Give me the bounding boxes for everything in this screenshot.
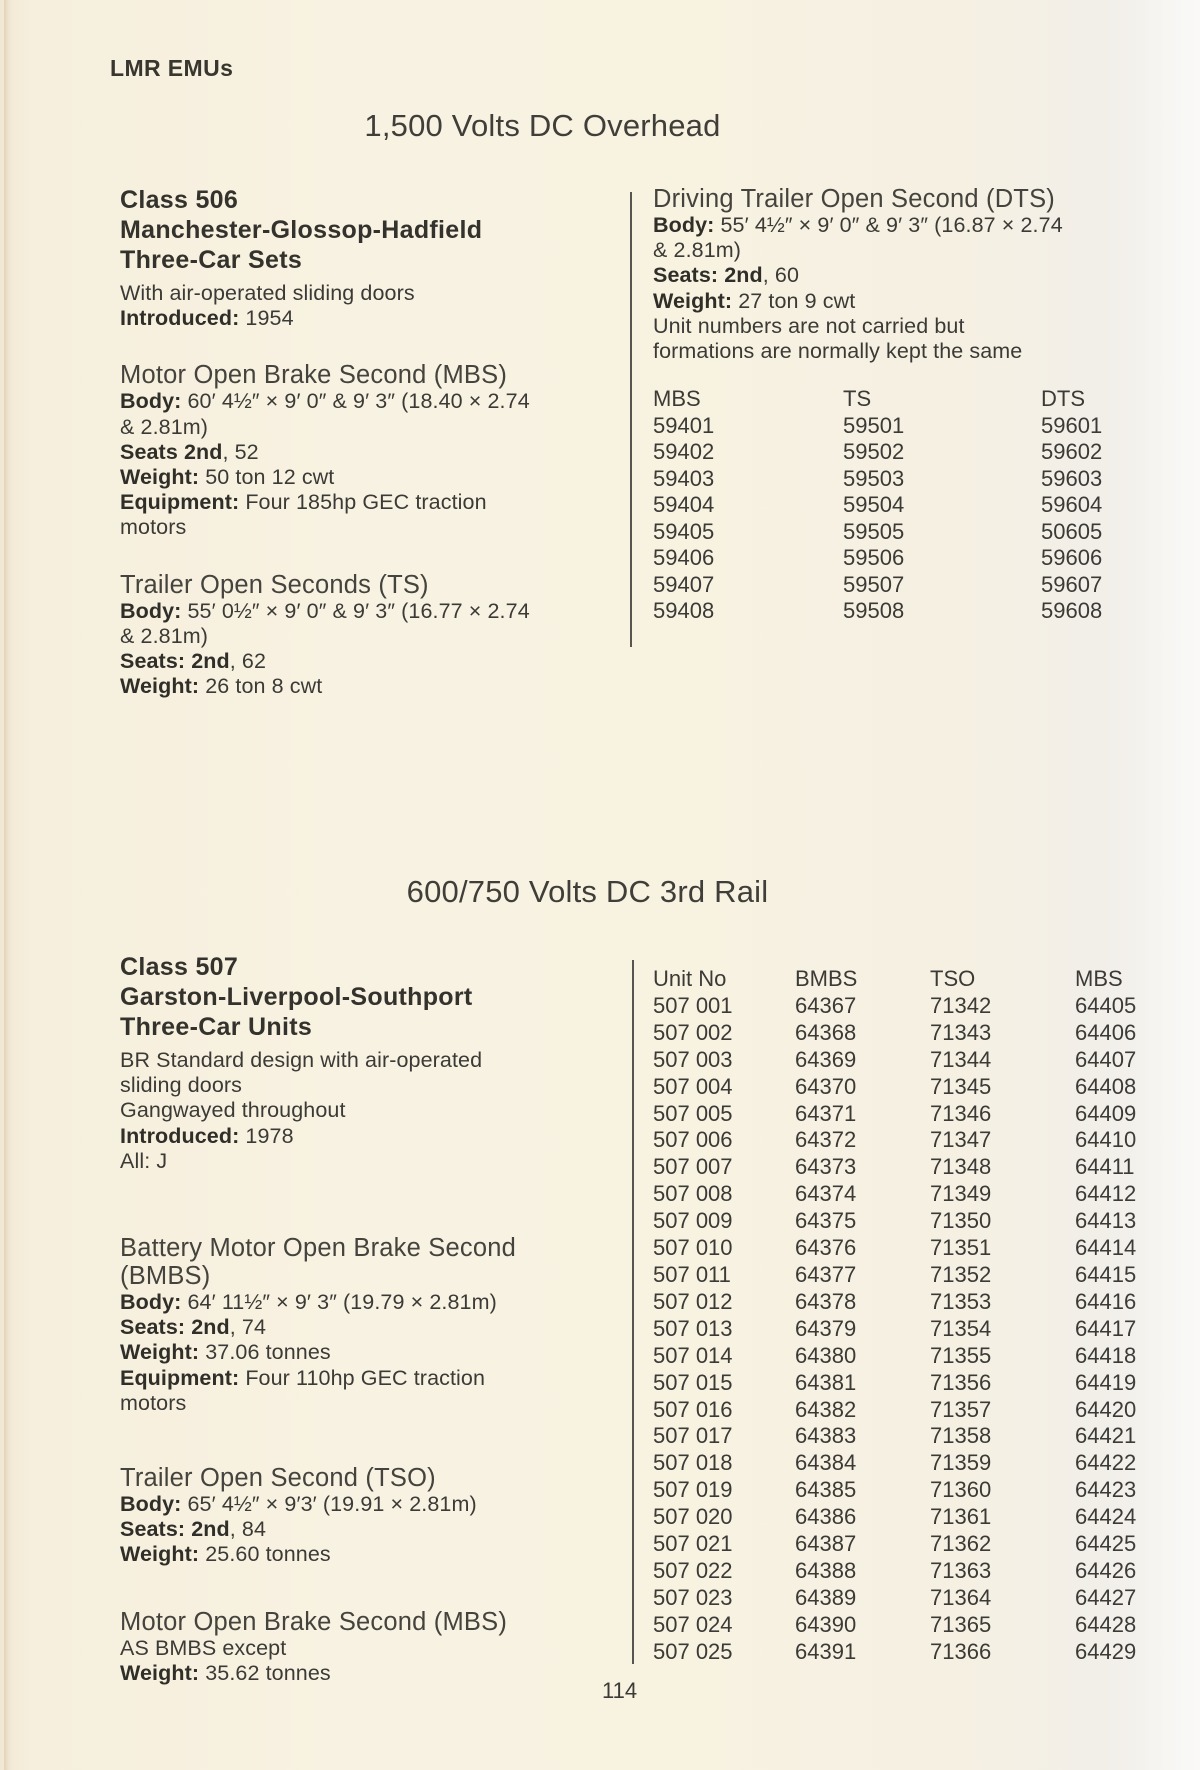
text-line (120, 649, 555, 674)
text-line (120, 1517, 560, 1542)
column-divider (630, 192, 632, 647)
table-cell: 507 023 (653, 1584, 733, 1610)
table-cell: 71348 (930, 1154, 992, 1180)
text-line (120, 1636, 560, 1661)
spec-block (120, 361, 555, 540)
section-title-third-rail: 600/750 Volts DC 3rd Rail (406, 874, 769, 909)
field-text: & 2.81m) (120, 414, 209, 439)
class-title-line: Three-Car Units (120, 1013, 313, 1041)
field-text: Gangwayed throughout (120, 1098, 346, 1123)
spec-block (120, 1608, 560, 1686)
spec-block-heading: (BMBS) (120, 1262, 211, 1291)
text-line (653, 314, 1125, 339)
field-text: formations are normally kept the same (653, 339, 1023, 364)
table-cell: 64380 (795, 1342, 857, 1368)
table-cell: 507 025 (653, 1638, 733, 1664)
table-cell: 507 014 (653, 1342, 733, 1368)
class-507-column (120, 952, 560, 1686)
table-cell: 64391 (795, 1638, 857, 1664)
table-cell: 71363 (930, 1557, 992, 1583)
field-text: motors (120, 1390, 187, 1415)
table-cell: 64407 (1075, 1046, 1137, 1072)
table-cell: 64425 (1075, 1531, 1137, 1557)
table-header-cell: DTS (1041, 386, 1085, 412)
field-label: Weight: (120, 1660, 200, 1685)
table-cell: 71349 (930, 1181, 992, 1207)
table-cell: 64381 (795, 1369, 857, 1395)
text-line (653, 263, 1125, 288)
table-header-cell: TS (843, 386, 872, 412)
text-line (653, 289, 1125, 314)
table-cell: 507 016 (653, 1396, 733, 1422)
table-cell: 64387 (795, 1531, 857, 1557)
text-line (120, 1366, 560, 1391)
table-cell: 64421 (1075, 1423, 1137, 1449)
table-cell: 64368 (795, 1019, 857, 1045)
table-cell: 71342 (930, 992, 992, 1018)
text-line (120, 624, 555, 649)
class-title-line: Three-Car Sets (120, 246, 303, 274)
field-text: & 2.81m) (653, 238, 742, 263)
dts-spec-block (653, 185, 1125, 364)
table-cell: 64417 (1075, 1315, 1137, 1341)
field-label: Weight: (120, 674, 200, 699)
field-label: Weight: (653, 288, 733, 313)
field-text: Four 110hp GEC traction (239, 1365, 486, 1390)
table-cell: 64424 (1075, 1504, 1137, 1530)
table-cell: 71366 (930, 1638, 992, 1664)
table-cell: 507 012 (653, 1288, 733, 1314)
field-text: Unit numbers are not carried but (653, 313, 965, 338)
field-text: , 74 (229, 1315, 266, 1340)
table-cell: 64371 (795, 1100, 857, 1126)
field-label: Seats: 2nd (120, 649, 230, 674)
table-cell: 507 005 (653, 1100, 733, 1126)
field-text: Four 185hp GEC traction (239, 490, 487, 515)
text-line (120, 415, 555, 440)
text-line (120, 515, 555, 540)
table-cell: 59606 (1041, 545, 1103, 571)
table-cell: 59505 (843, 518, 905, 544)
field-label: Introduced: (120, 1123, 240, 1148)
page-number: 114 (602, 1678, 638, 1703)
table-cell: 64420 (1075, 1396, 1137, 1422)
spec-block-heading: Motor Open Brake Second (MBS) (120, 1607, 508, 1636)
table-cell: 64406 (1075, 1019, 1137, 1045)
text-line (120, 1315, 560, 1340)
table-cell: 507 024 (653, 1611, 733, 1637)
table-cell: 71364 (930, 1584, 992, 1610)
table-cell: 71361 (930, 1504, 992, 1530)
table-cell: 507 013 (653, 1315, 733, 1341)
class-title-line: Class 506 (120, 186, 239, 214)
table-cell: 64415 (1075, 1261, 1137, 1287)
field-text: AS BMBS except (120, 1635, 287, 1660)
table-cell: 71350 (930, 1208, 992, 1234)
field-label: Body: (120, 1492, 182, 1517)
field-label: Seats: 2nd (120, 1517, 230, 1542)
table-cell: 64418 (1075, 1342, 1137, 1368)
table-cell: 64428 (1075, 1611, 1137, 1637)
text-line (120, 1290, 560, 1315)
table-cell: 71356 (930, 1369, 992, 1395)
table-cell: 71360 (930, 1477, 992, 1503)
table-cell: 64423 (1075, 1477, 1137, 1503)
table-cell: 507 006 (653, 1127, 733, 1153)
table-cell: 59506 (843, 545, 905, 571)
table-cell: 64426 (1075, 1557, 1137, 1583)
table-cell: 64376 (795, 1235, 857, 1261)
field-text: 50 ton 12 cwt (199, 465, 335, 490)
field-text: sliding doors (120, 1073, 243, 1098)
field-text: BR Standard design with air-operated (120, 1048, 483, 1072)
table-cell: 71351 (930, 1235, 992, 1261)
field-text: 35.62 tonnes (199, 1660, 331, 1685)
table-cell: 507 018 (653, 1450, 733, 1476)
field-label: Equipment: (120, 490, 240, 515)
table-cell: 50605 (1041, 518, 1103, 544)
class-title-line: Class 507 (120, 953, 239, 981)
field-label: Body: (120, 1290, 182, 1315)
page-kicker: LMR EMUs (110, 55, 234, 81)
table-cell: 71353 (930, 1288, 992, 1314)
table-cell: 59402 (653, 439, 715, 465)
table-cell: 507 020 (653, 1504, 733, 1530)
table-cell: 64409 (1075, 1100, 1137, 1126)
class-507-unit-table (653, 966, 1155, 1666)
table-cell: 507 019 (653, 1477, 733, 1503)
table-cell: 507 011 (653, 1261, 731, 1287)
table-cell: 59405 (653, 518, 715, 544)
field-text: 26 ton 8 cwt (199, 674, 323, 699)
field-text: 1978 (239, 1123, 294, 1148)
text-line (120, 1048, 560, 1073)
table-cell: 59602 (1041, 439, 1103, 465)
text-line (120, 599, 555, 624)
field-label: Body: (120, 389, 182, 414)
table-cell: 507 021 (653, 1531, 733, 1557)
field-text: All: J (120, 1148, 168, 1173)
table-cell: 64412 (1075, 1181, 1137, 1207)
table-cell: 507 008 (653, 1181, 733, 1207)
table-header-cell: TSO (930, 966, 976, 991)
class-507-heading (120, 952, 560, 1042)
field-text: 64′ 11½″ × 9′ 3″ (19.79 × 2.81m) (181, 1290, 497, 1315)
spec-block (120, 1464, 560, 1568)
table-cell: 59406 (653, 545, 715, 571)
table-cell: 64373 (795, 1154, 857, 1180)
section-title-overhead: 1,500 Volts DC Overhead (364, 108, 721, 143)
table-cell: 64383 (795, 1423, 857, 1449)
class-507-notes (120, 1048, 560, 1174)
table-cell: 59404 (653, 492, 715, 518)
table-cell: 507 003 (653, 1046, 733, 1072)
table-cell: 71362 (930, 1531, 992, 1557)
column-divider (632, 960, 634, 1664)
field-label: Equipment: (120, 1365, 240, 1390)
text-line (120, 674, 555, 699)
class-506-column (120, 185, 555, 699)
text-line (120, 1340, 560, 1365)
table-cell: 64388 (795, 1557, 857, 1583)
field-text: , 62 (229, 649, 266, 674)
table-cell: 64408 (1075, 1073, 1137, 1099)
field-label: Body: (120, 598, 182, 623)
table-cell: 64405 (1075, 992, 1137, 1018)
field-text: With air-operated sliding doors (120, 281, 415, 305)
field-label: Body: (653, 213, 715, 237)
field-text: & 2.81m) (120, 623, 209, 648)
table-cell: 64422 (1075, 1450, 1137, 1476)
table-header-cell: MBS (653, 386, 701, 412)
table-cell: 64369 (795, 1046, 857, 1072)
table-cell: 59603 (1041, 465, 1103, 491)
table-cell: 64374 (795, 1181, 857, 1207)
text-line (120, 440, 555, 465)
table-cell: 59508 (843, 598, 905, 624)
table-cell: 507 004 (653, 1073, 733, 1099)
text-line (653, 339, 1125, 364)
table-header-cell: BMBS (795, 966, 858, 991)
class-title-line: Manchester-Glossop-Hadfield (120, 216, 483, 244)
spec-block-heading: Trailer Open Second (TSO) (120, 1464, 436, 1493)
text-line (120, 1124, 560, 1149)
field-text: 55′ 4½″ × 9′ 0″ & 9′ 3″ (16.87 × 2.74 (714, 213, 1063, 237)
table-cell: 64378 (795, 1288, 857, 1314)
field-label: Introduced: (120, 306, 240, 331)
table-cell: 59501 (843, 412, 905, 438)
table-cell: 71359 (930, 1450, 992, 1476)
text-line (120, 1661, 560, 1686)
field-text: 27 ton 9 cwt (732, 288, 856, 313)
table-cell: 59608 (1041, 598, 1103, 624)
table-cell: 64390 (795, 1611, 857, 1637)
spec-block-heading: Trailer Open Seconds (TS) (120, 570, 429, 599)
table-cell: 64419 (1075, 1369, 1137, 1395)
table-cell: 59504 (843, 492, 905, 518)
field-text: , 60 (762, 263, 799, 288)
table-cell: 64377 (795, 1261, 857, 1287)
table-cell: 64410 (1075, 1127, 1137, 1153)
text-line (120, 389, 555, 414)
table-cell: 64367 (795, 992, 857, 1018)
table-cell: 71365 (930, 1611, 992, 1637)
table-cell: 59502 (843, 439, 905, 465)
table-cell: 507 017 (653, 1423, 733, 1449)
field-label: Seats: 2nd (653, 263, 763, 288)
table-cell: 64429 (1075, 1638, 1137, 1664)
table-cell: 64372 (795, 1127, 857, 1153)
table-cell: 59503 (843, 465, 905, 491)
table-cell: 71354 (930, 1315, 992, 1341)
table-cell: 64375 (795, 1208, 857, 1234)
text-line (120, 490, 555, 515)
table-cell: 64414 (1075, 1235, 1137, 1261)
class-506-spec-blocks (120, 361, 555, 699)
table-cell: 64413 (1075, 1208, 1137, 1234)
class-506-notes (120, 281, 555, 331)
spec-block (653, 185, 1125, 364)
field-label: Weight: (120, 465, 200, 490)
table-cell: 507 007 (653, 1154, 733, 1180)
text-line (120, 465, 555, 490)
table-header-cell: MBS (1075, 966, 1123, 991)
class-507-right-column (653, 966, 1155, 1666)
field-label: Weight: (120, 1340, 200, 1365)
table-cell: 64427 (1075, 1584, 1137, 1610)
table-cell: 59604 (1041, 492, 1103, 518)
text-line (120, 1073, 560, 1098)
class-506-number-table (653, 386, 1125, 625)
table-cell: 71345 (930, 1073, 992, 1099)
text-line (653, 213, 1125, 238)
table-cell: 59507 (843, 571, 905, 597)
text-line (120, 1391, 560, 1416)
table-cell: 64379 (795, 1315, 857, 1341)
table-header-cell: Unit No (653, 966, 727, 991)
table-cell: 64416 (1075, 1288, 1137, 1314)
table-cell: 64385 (795, 1477, 857, 1503)
table-cell: 71343 (930, 1019, 992, 1045)
table-cell: 71358 (930, 1423, 992, 1449)
text-line (120, 1542, 560, 1567)
table-cell: 64382 (795, 1396, 857, 1422)
spec-block (120, 1234, 560, 1416)
table-cell: 507 009 (653, 1208, 733, 1234)
field-text: 25.60 tonnes (199, 1542, 331, 1567)
text-line (120, 306, 555, 331)
field-text: 1954 (239, 306, 294, 331)
table-cell: 71357 (930, 1396, 992, 1422)
table-cell: 71352 (930, 1261, 992, 1287)
table-cell: 59403 (653, 465, 715, 491)
field-text: , 84 (229, 1517, 266, 1542)
text-line (120, 1149, 560, 1174)
table-cell: 507 015 (653, 1369, 733, 1395)
field-text: 60′ 4½″ × 9′ 0″ & 9′ 3″ (18.40 × 2.74 (181, 389, 530, 414)
field-text: 37.06 tonnes (199, 1340, 331, 1365)
table-cell: 507 002 (653, 1019, 733, 1045)
text-line (120, 1098, 560, 1123)
field-text: motors (120, 515, 187, 540)
class-506-heading (120, 185, 555, 275)
class-506-right-column (653, 185, 1125, 625)
table-cell: 507 001 (653, 992, 733, 1018)
table-cell: 64386 (795, 1504, 857, 1530)
table-cell: 71355 (930, 1342, 992, 1368)
spec-block-heading: Driving Trailer Open Second (DTS) (653, 185, 1055, 213)
table-cell: 71347 (930, 1127, 992, 1153)
text-line (120, 1492, 560, 1517)
text-line (120, 281, 555, 306)
field-label: Weight: (120, 1542, 200, 1567)
table-cell: 71346 (930, 1100, 992, 1126)
field-label: Seats 2nd (120, 439, 223, 464)
table-cell: 59401 (653, 412, 715, 438)
table-cell: 64411 (1075, 1154, 1135, 1180)
table-cell: 59607 (1041, 571, 1103, 597)
table-cell: 507 022 (653, 1557, 733, 1583)
table-cell: 59407 (653, 571, 715, 597)
table-cell: 64384 (795, 1450, 857, 1476)
table-cell: 71344 (930, 1046, 992, 1072)
table-cell: 59408 (653, 598, 715, 624)
text-line (653, 238, 1125, 263)
table-cell: 64389 (795, 1584, 857, 1610)
table-cell: 507 010 (653, 1235, 733, 1261)
spec-block (120, 571, 555, 700)
field-text: 65′ 4½″ × 9′3′ (19.91 × 2.81m) (181, 1492, 477, 1517)
class-title-line: Garston-Liverpool-Southport (120, 983, 473, 1011)
class-507-spec-blocks (120, 1234, 560, 1686)
field-text: , 52 (222, 439, 259, 464)
field-text: 55′ 0½″ × 9′ 0″ & 9′ 3″ (16.77 × 2.74 (181, 598, 530, 623)
table-cell: 59601 (1041, 412, 1103, 438)
table-cell: 64370 (795, 1073, 857, 1099)
spec-block-heading: Motor Open Brake Second (MBS) (120, 361, 508, 390)
field-label: Seats: 2nd (120, 1315, 230, 1340)
spec-block-heading: Battery Motor Open Brake Second (120, 1234, 516, 1263)
